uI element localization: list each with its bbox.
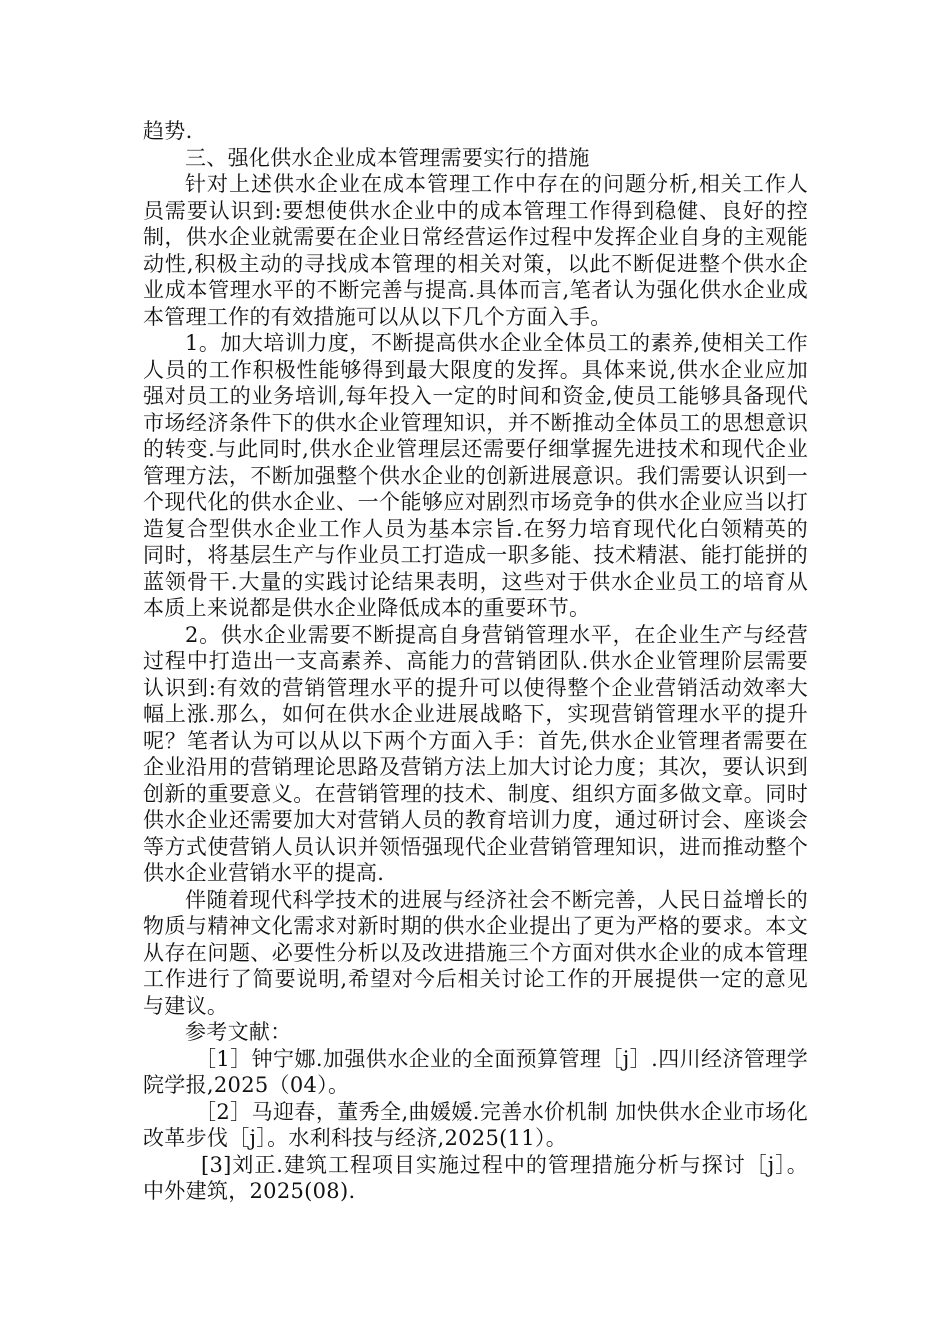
reference-item-2: ［2］马迎春，董秀全,曲媛媛.完善水价机制 加快供水企业市场化改革步伐［j］。水利科技与经济,2025(11）。 [143, 1099, 808, 1150]
paragraph-measure-1: 1。加大培训力度，不断提高供水企业全体员工的素养,使相关工作人员的工作积极性能够得到最大限度的发挥。具体来说,供水企业应加强对员工的业务培训,每年投入一定的时间和资金,使员工能够具备现代市场经济条件下的供水企业管理知识，并不断推动全体员工的思想意识的转变.与此同时,供水企业管理层还需要仔细掌握先进技术和现代企业管理方法，不断加强整个供水企业的创新进展意识。我们需要认识到一个现代化的供水企业、一个能够应对剧烈市场竞争的供水企业应当以打造复合型供水企业工作人员为基本宗旨.在努力培育现代化白领精英的同时，将基层生产与作业员工打造成一职多能、技术精湛、能打能拼的蓝领骨干.大量的实践讨论结果表明，这些对于供水企业员工的培育从本质上来说都是供水企业降低成本的重要环节。 [143, 331, 808, 620]
document-body [143, 118, 808, 1205]
section-heading: 三、强化供水企业成本管理需要实行的措施 [185, 145, 590, 170]
paragraph-continuation: 趋势. [143, 119, 193, 143]
paragraph-conclusion: 伴随着现代科学技术的进展与经济社会不断完善，人民日益增长的物质与精神文化需求对新时期的供水企业提出了更为严格的要求。本文从存在问题、必要性分析以及改进措施三个方面对供水企业的成本管理工作进行了简要说明,希望对今后相关讨论工作的开展提供一定的意见与建议。 [143, 887, 808, 1018]
reference-item-1: ［1］钟宁娜.加强供水企业的全面预算管理［j］.四川经济管理学院学报,2025（04）。 [143, 1046, 808, 1097]
paragraph-measure-2: 2。供水企业需要不断提高自身营销管理水平，在企业生产与经营过程中打造出一支高素养、高能力的营销团队.供水企业管理阶层需要认识到:有效的营销管理水平的提升可以使得整个企业营销活动效率大幅上涨.那么，如何在供水企业进展战略下，实现营销管理水平的提升呢？笔者认为可以从以下两个方面入手：首先,供水企业管理者需要在企业沿用的营销理论思路及营销方法上加大讨论力度；其次，要认识到创新的重要意义。在营销管理的技术、制度、组织方面多做文章。同时供水企业还需要加大对营销人员的教育培训力度，通过研讨会、座谈会等方式使营销人员认识并领悟强现代企业营销管理知识，进而推动整个供水企业营销水平的提高. [143, 622, 808, 885]
reference-item-3: [3]刘正.建筑工程项目实施过程中的管理措施分析与探讨［j］。中外建筑，2025(08). [143, 1152, 808, 1203]
paragraph-intro: 针对上述供水企业在成本管理工作中存在的问题分析,相关工作人员需要认识到:要想使供水企业中的成本管理工作得到稳健、良好的控制，供水企业就需要在企业日常经营运作过程中发挥企业自身的主观能动性,积极主动的寻找成本管理的相关对策，以此不断促进整个供水企业成本管理水平的不断完善与提高.具体而言,笔者认为强化供水企业成本管理工作的有效措施可以从以下几个方面入手。 [143, 172, 808, 329]
references-heading: 参考文献： [185, 1020, 292, 1044]
